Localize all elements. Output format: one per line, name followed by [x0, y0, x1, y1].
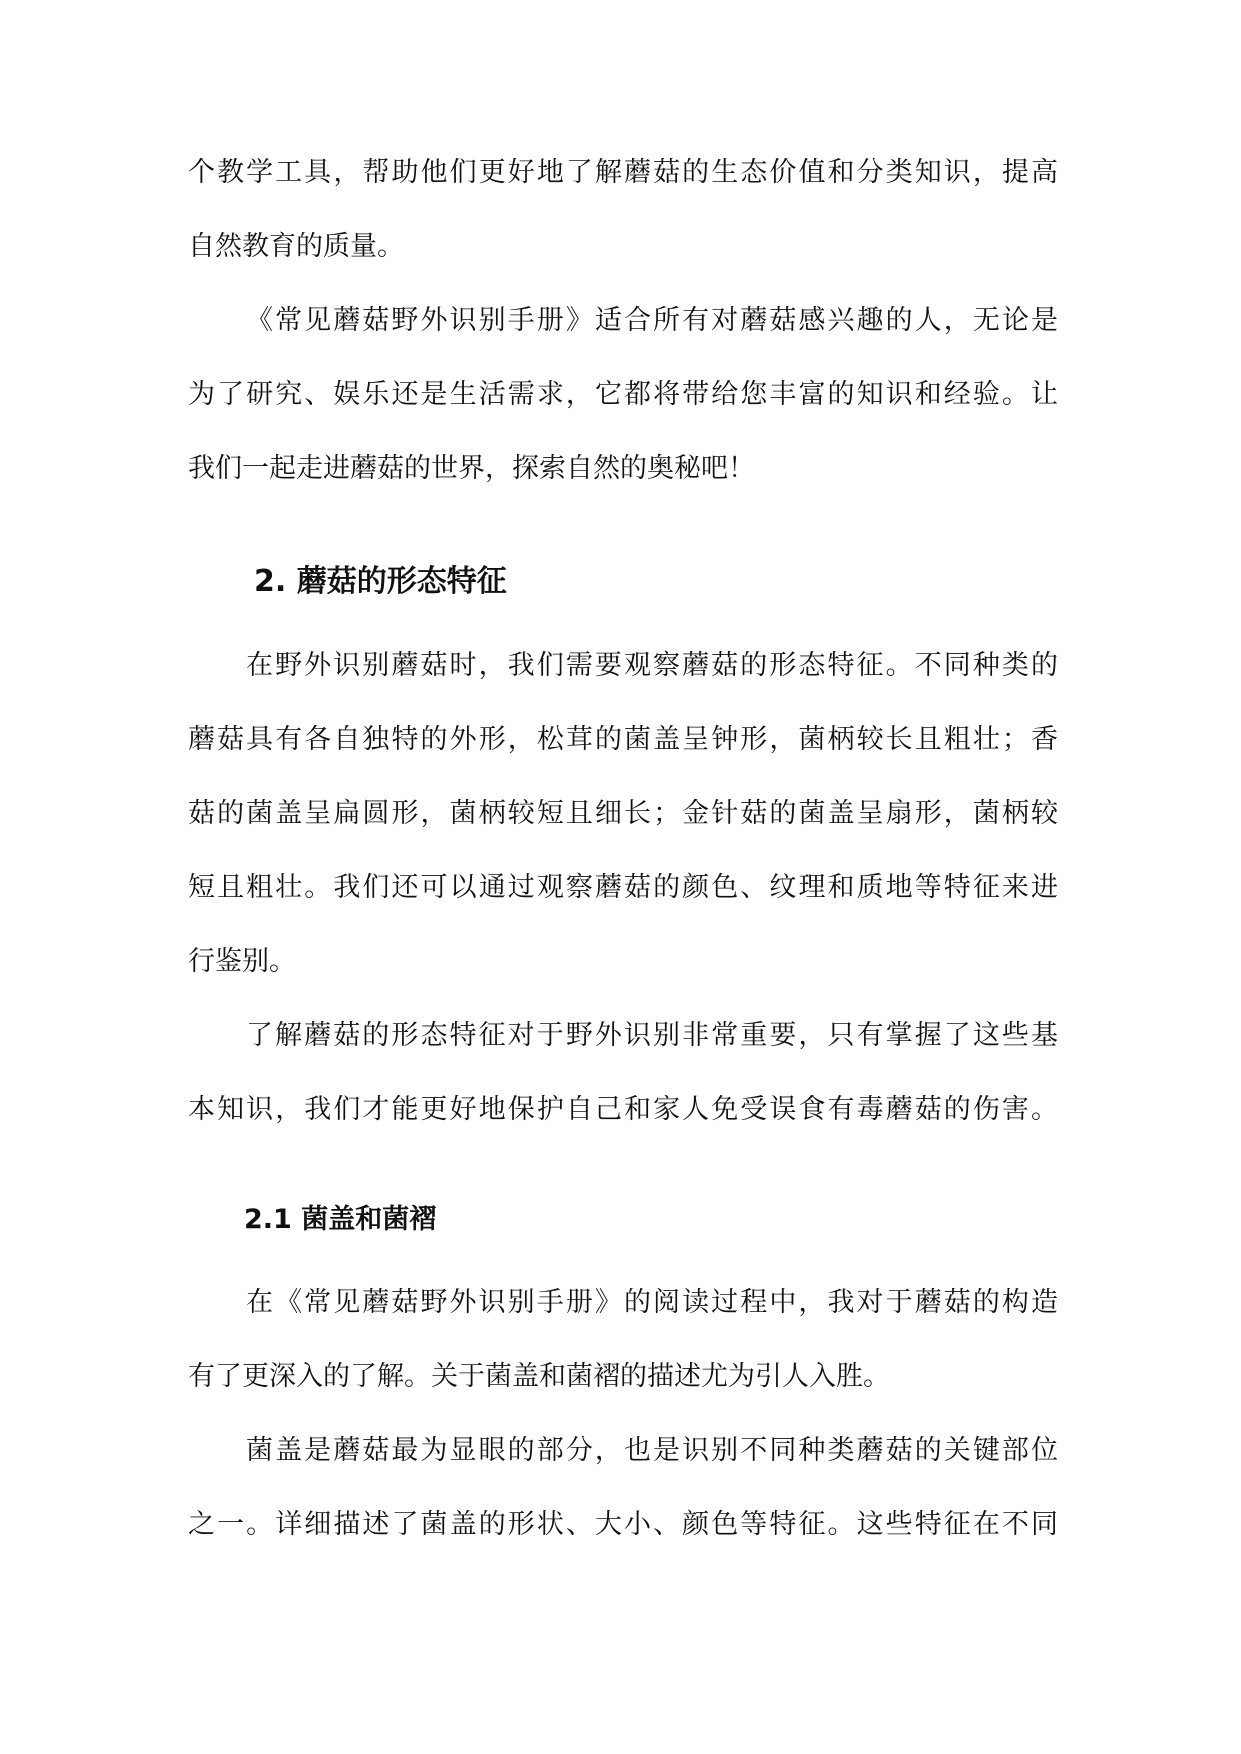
paragraph-line: 蘑菇具有各自独特的外形，松茸的菌盖呈钟形，菌柄较长且粗壮；香: [188, 724, 1058, 755]
paragraph-line: 有了更深入的了解。关于菌盖和菌褶的描述尤为引人入胜。: [188, 1361, 890, 1392]
paragraph-line: 为了研究、娱乐还是生活需求，它都将带给您丰富的知识和经验。让: [188, 379, 1058, 410]
paragraph-line: 在野外识别蘑菇时，我们需要观察蘑菇的形态特征。不同种类的: [246, 650, 1058, 681]
subsection-heading: 2.1 菌盖和菌褶: [244, 1204, 437, 1235]
paragraph-line: 在《常见蘑菇野外识别手册》的阅读过程中，我对于蘑菇的构造: [246, 1287, 1058, 1318]
paragraph-line: 本知识，我们才能更好地保护自己和家人免受误食有毒蘑菇的伤害。: [188, 1094, 1058, 1125]
paragraph-line: 我们一起走进蘑菇的世界，探索自然的奥秘吧！: [188, 453, 755, 484]
paragraph-line: 《常见蘑菇野外识别手册》适合所有对蘑菇感兴趣的人，无论是: [246, 305, 1058, 336]
paragraph-line: 菌盖是蘑菇最为显眼的部分，也是识别不同种类蘑菇的关键部位: [246, 1435, 1058, 1466]
paragraph-line: 自然教育的质量。: [188, 231, 404, 262]
paragraph-line: 了解蘑菇的形态特征对于野外识别非常重要，只有掌握了这些基: [246, 1020, 1058, 1051]
paragraph-line: 之一。详细描述了菌盖的形状、大小、颜色等特征。这些特征在不同: [188, 1509, 1058, 1540]
section-heading: 2. 蘑菇的形态特征: [254, 564, 507, 599]
paragraph-line: 行鉴别。: [188, 946, 296, 977]
paragraph-line: 个教学工具，帮助他们更好地了解蘑菇的生态价值和分类知识，提高: [188, 157, 1058, 188]
paragraph-line: 短且粗壮。我们还可以通过观察蘑菇的颜色、纹理和质地等特征来进: [188, 872, 1058, 903]
paragraph-line: 菇的菌盖呈扁圆形，菌柄较短且细长；金针菇的菌盖呈扇形，菌柄较: [188, 798, 1058, 829]
